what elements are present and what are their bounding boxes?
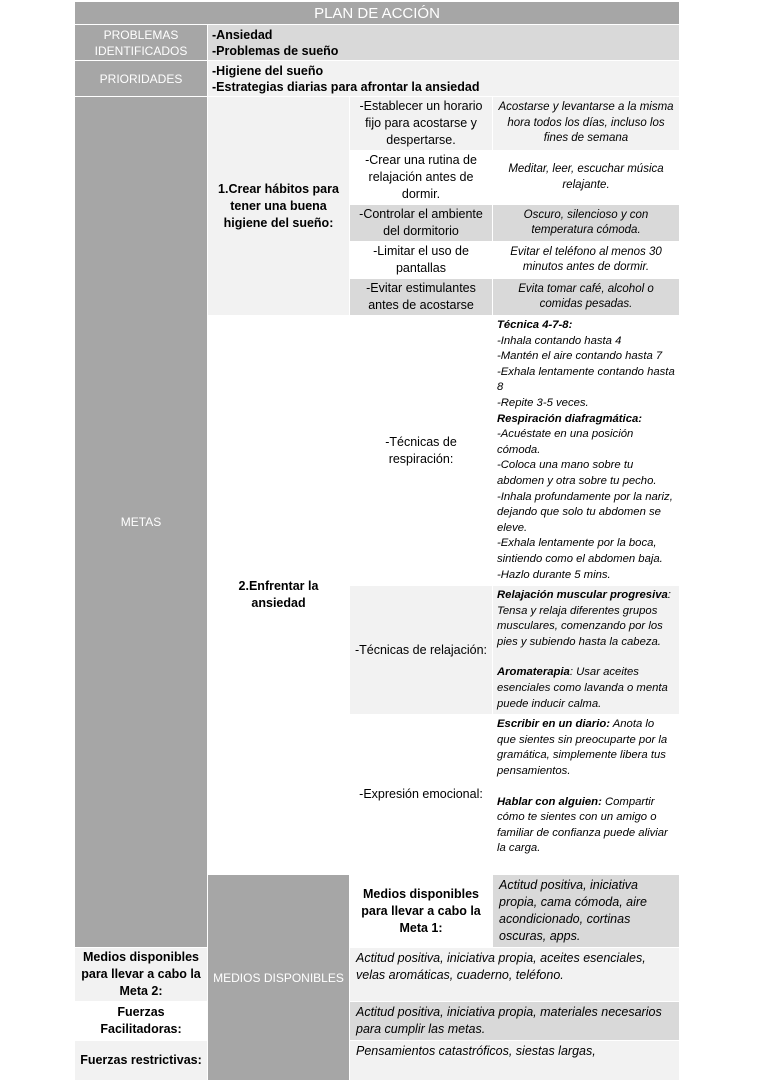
expresion-heading-2: Hablar con alguien: [497,795,602,808]
fuerzas-restrictivas-value: Pensamientos catastróficos, siestas largas, [350,1041,680,1081]
expresion-paragraph-1 [497,717,675,779]
goal-2-action-relajacion: -Técnicas de relajación: [350,586,493,715]
action-plan-table [74,1,680,1081]
plan-title: PLAN DE ACCIÓN [75,2,680,25]
relajacion-heading-2: Aromaterapia [497,666,570,679]
respiracion-step: -Exhala lentamente por la boca, sintiendo como el abdomen baja. [497,537,663,565]
expresion-text-1: Anota lo que sientes sin preocuparte por la gramática, simplemente libera tus pensamientos. [497,718,668,778]
expresion-text-2: Compartir cómo te sientes con un amigo o familiar de confianza puede aliviar la carga. [497,795,668,855]
relajacion-paragraph-2 [497,665,675,712]
goal-1-action: -Establecer un horario fijo para acostarse y despertarse. [350,97,493,151]
respiracion-heading-1: Técnica 4-7-8: [497,319,573,331]
goal-2-title: 2.Enfrentar la ansiedad [208,316,350,875]
goal-1-action: -Controlar el ambiente del dormitorio [350,205,493,242]
medios-meta-1-label: Medios disponibles para llevar a cabo la Meta 1: [350,875,493,948]
goal-1-detail: Evitar el teléfono al menos 30 minutos antes de dormir. [493,242,680,279]
problemas-label: PROBLEMAS IDENTIFICADOS [75,25,208,61]
expresion-heading-1: Escribir en un diario: [497,718,610,731]
goal-1-detail: Evita tomar café, alcohol o comidas pesadas. [493,279,680,316]
goal-2-action-expresion: -Expresión emocional: [350,715,493,875]
goal-2-action-respiracion: -Técnicas de respiración: [350,316,493,586]
medios-meta-1-value: Actitud positiva, iniciativa propia, cama cómoda, aire acondicionado, cortinas oscuras, apps. [493,875,680,948]
problemas-list [208,25,680,61]
fuerzas-restrictivas-label: Fuerzas restrictivas: [75,1041,208,1081]
goal-1-action: -Limitar el uso de pantallas [350,242,493,279]
respiracion-step: -Repite 3-5 veces. [497,396,589,409]
respiracion-step: -Inhala profundamente por la nariz, dejando que solo tu abdomen se eleve. [497,490,673,534]
relajacion-text-1: : Tensa y relaja diferentes grupos musculares, comenzando por los pies y subiendo hasta la cabeza. [497,589,671,648]
respiracion-step: -Inhala contando hasta 4 [497,334,622,347]
respiracion-step: -Exhala lentamente contando hasta 8 [497,365,675,394]
goal-1-detail: Meditar, leer, escuchar música relajante. [493,151,680,205]
prioridades-list [208,61,680,97]
problema-item: -Problemas de sueño [212,43,339,58]
respiracion-detail [493,316,680,586]
respiracion-heading-2: Respiración diafragmática: [497,412,643,425]
fuerzas-facilitadoras-value: Actitud positiva, iniciativa propia, materiales necesarios para cumplir las metas. [350,1002,680,1041]
goal-1-title: 1.Crear hábitos para tener una buena higiene del sueño: [208,97,350,316]
prioridad-item: -Estrategias diarias para afrontar la ansiedad [212,79,480,94]
respiracion-step: -Coloca una mano sobre tu abdomen y otra sobre tu pecho. [497,459,657,487]
respiracion-step: -Hazlo durante 5 mins. [497,568,611,581]
expresion-detail [493,715,680,875]
relajacion-heading-1: Relajación muscular progresiva [497,589,668,602]
medios-meta-2-label: Medios disponibles para llevar a cabo la Meta 2: [75,948,208,1002]
problema-item: -Ansiedad [212,27,273,42]
goal-1-action: -Evitar estimulantes antes de acostarse [350,279,493,316]
relajacion-paragraph-1 [497,588,675,650]
metas-label: METAS [75,97,208,948]
relajacion-detail [493,586,680,715]
respiracion-step: -Mantén el aire contando hasta 7 [497,350,663,363]
prioridad-item: -Higiene del sueño [212,63,324,78]
goal-1-action: -Crear una rutina de relajación antes de dormir. [350,151,493,205]
medios-meta-2-value: Actitud positiva, iniciativa propia, aceites esenciales, velas aromáticas, cuaderno, teléfono. [350,948,680,1002]
relajacion-text-2: : Usar aceites esenciales como lavanda o menta puede inducir calma. [497,666,668,710]
goal-1-detail: Oscuro, silencioso y con temperatura cómoda. [493,205,680,242]
fuerzas-facilitadoras-label: Fuerzas Facilitadoras: [75,1002,208,1041]
prioridades-label: PRIORIDADES [75,61,208,97]
goal-1-detail: Acostarse y levantarse a la misma hora todos los días, incluso los fines de semana [493,97,680,151]
respiracion-step: -Acuéstate en una posición cómoda. [497,428,634,456]
medios-label: MEDIOS DISPONIBLES [208,875,350,1081]
expresion-paragraph-2 [497,795,675,857]
